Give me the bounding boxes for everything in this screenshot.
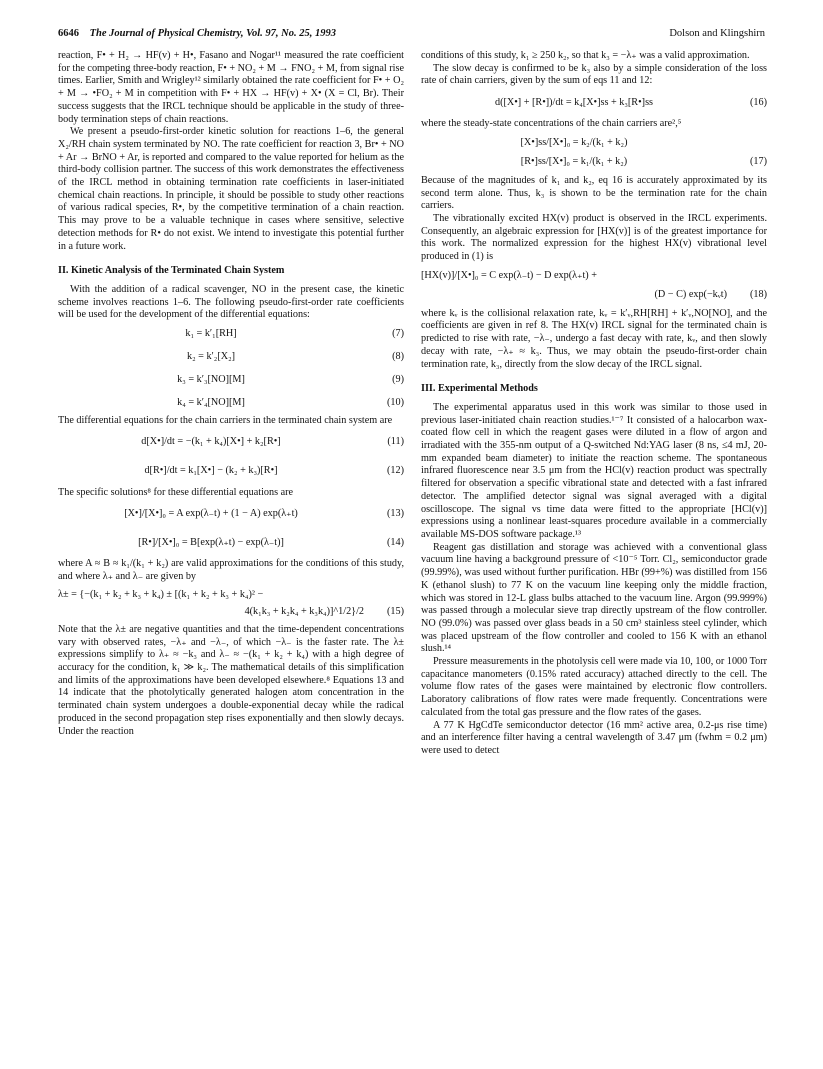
running-header — [58, 28, 765, 44]
equation-line — [58, 587, 404, 604]
paragraph: With the addition of a radical scavenger, NO in the present case, the kinetic scheme involves reactions 1–6. The following pseudo-first-order rate coefficients will be used for the development of the differential equations: — [58, 283, 404, 321]
equation-14 — [58, 529, 404, 557]
equation-number: (16) — [750, 96, 767, 108]
paragraph: The experimental apparatus used in this work was similar to those used in previous laser-initiated chain reaction studies.¹⁻⁷ It consisted of a halocarbon wax-coated flow cell in which the reagent gases were diluted in a flow of argon and irradiated with the 355-nm output of a Q-switched Nd:YAG laser (8 ns, ≤4 mJ, 20-mm expanded beam diameter) to initiate the reaction scheme. The spontaneous infrared fluorescence near 3.5 μm from the HCl(v) reaction product was spectrally filtered for observation a specific vibrational state and detected with a fast infrared detector. The amplified detector signal was signal averaged with a digital oscilloscope. The signal vs time data were fitted to the appropriate [HCl(v)] expressions using a nonlinear least-squares procedure available in a commercially available MS-DOS software package.¹³ — [421, 401, 767, 540]
section-heading: III. Experimental Methods — [421, 383, 538, 395]
equation-number: (15) — [387, 606, 404, 618]
paragraph: where the steady-state concentrations of the chain carriers are²,⁵ — [421, 118, 682, 130]
equation-text: d[X•]/dt = −(k₁ + k₄)[X•] + k₂[R•] — [141, 436, 281, 448]
equation-13 — [58, 500, 404, 528]
equation-number: (9) — [392, 373, 404, 385]
equation-text: k₄ = k′₄[NO][M] — [177, 396, 245, 408]
equation-number: (12) — [387, 465, 404, 477]
paragraph: Because of the magnitudes of k₁ and k₂, eq 16 is accurately approximated by its second term alone. Thus, k₃ is shown to be the termination rate for the chain carriers. — [421, 174, 767, 212]
equation-17 — [421, 134, 767, 172]
equation-text: d[R•]/dt = k₁[X•] − (k₂ + k₃)[R•] — [144, 465, 278, 477]
equation-12 — [58, 458, 404, 486]
equation-text: λ± = {−(k₁ + k₂ + k₃ + k₄) ± [(k₁ + k₂ + k₃ + k₄)² − — [58, 589, 264, 601]
equation-7 — [58, 323, 404, 345]
equation-number: (13) — [387, 508, 404, 520]
equation-11 — [58, 429, 404, 457]
equation-number: (10) — [387, 396, 404, 408]
paragraph: reaction, F• + H₂ → HF(v) + H•, Fasano and Nogar¹¹ measured the rate coefficient for the competing three-body reaction, F• + NO₂ + M → FNO₂ + M, from signal rise times. Earlier, Smith and Wrigley¹² similarly obtained the rate coefficient for F• + O₂ + M → •FO₂ + M in competition with F• + HX → HF(v) + X• (X = Cl, Br). Their success suggests that the IRCL technique should be applicable in the study of three-body termination steps of chain reactions. — [58, 50, 404, 125]
equation-text: [R•]/[X•]₀ = B[exp(λ₊t) − exp(λ₋t)] — [138, 537, 284, 549]
paragraph: The vibrationally excited HX(v) product is observed in the IRCL experiments. Consequently, an algebraic expression for [HX(v)] is of the greatest importance for this work. The normalized expression for the highest HX(v) vibrational level produced in (1) is — [421, 212, 767, 263]
equation-8 — [58, 346, 404, 368]
equation-line — [58, 604, 404, 621]
equation-line — [421, 286, 767, 305]
paragraph: The specific solutions⁸ for these differential equations are — [58, 486, 294, 498]
paragraph: Pressure measurements in the photolysis cell were made via 10, 100, or 1000 Torr capacitance manometers (0.15% rated accuracy) attached directly to the cell. The volume flow rates of the gases were maintained by electronic flow controllers. Laboratory calibrations of flow rates were made frequently. Concentrations were calculated from the total gas pressure and the flow rates of the gases. — [421, 656, 767, 718]
equation-15 — [58, 587, 404, 621]
header-left — [58, 28, 336, 44]
equation-number: (17) — [750, 155, 767, 167]
paragraph: where kᵥ is the collisional relaxation rate, kᵥ = k′ᵥ,RH[RH] + k′ᵥ,NO[NO], and the coefficients are given in ref 8. The HX(v) IRCL signal for the terminated chain is predicted to rise with rate, −λ₋, undergo a fast decay with rate, kᵥ, and then slowly decay with rate, −λ₊ ≈ k₃. Thus, we may obtain the pseudo-first-order chain termination rate, k₃, directly from the slow decay of the IRCL signal. — [421, 307, 767, 370]
equation-text: [X•]/[X•]₀ = A exp(λ₋t) + (1 − A) exp(λ₊t) — [124, 508, 298, 520]
equation-number: (8) — [392, 350, 404, 362]
equation-text: [R•]ss/[X•]₀ = k₁/(k₁ + k₂) — [520, 155, 628, 167]
paragraph: Note that the λ± are negative quantities and that the time-dependent concentrations vary with observed rates, −λ₊ and −λ₋, of which −λ₋ is the faster rate. The λ± expressions simplify to λ₊ ≈ −k₃ and λ₋ ≈ −(k₁ + k₂ + k₄) with a high degree of accuracy for the condition, k₁ ≫ k₂. The mathematical details of this simplification and limits of the approximations have been developed elsewhere.⁸ Equations 13 and 14 indicate that the photolytically generated halogen atom concentration in the terminated chain system undergoes a double-exponential decay while the radical produced in the second propagation step rises exponentially and then slowly decays. Under the reaction — [58, 623, 404, 737]
equation-text: [X•]ss/[X•]₀ = k₂/(k₁ + k₂) — [520, 136, 628, 148]
section-heading: II. Kinetic Analysis of the Terminated Chain System — [58, 265, 285, 277]
page-number: 6646 — [58, 28, 79, 39]
equation-text: d([X•] + [R•])/dt = k₄[X•]ss + k₃[R•]ss — [494, 96, 653, 108]
equation-number: (7) — [392, 327, 404, 339]
equation-16 — [421, 89, 767, 117]
equation-text: 4(k₁k₃ + k₂k₄ + k₃k₄)]^1/2}/2 — [244, 606, 364, 618]
paragraph: The slow decay is confirmed to be k₃ also by a simple consideration of the loss rate of chain carriers, given by the sum of eqs 11 and 12: — [421, 62, 767, 87]
paragraph: The differential equations for the chain carriers in the terminated chain system are — [58, 415, 393, 427]
equation-text: [HX(v)]/[X•]₀ = C exp(λ₋t) − D exp(λ₊t) + — [421, 269, 597, 281]
equation-line — [421, 153, 767, 172]
header-authors: Dolson and Klingshirn — [669, 28, 765, 39]
equation-text: k₃ = k′₃[NO][M] — [177, 373, 245, 385]
equation-text: (D − C) exp(−kᵥt) — [654, 288, 727, 300]
journal-citation: The Journal of Physical Chemistry, Vol. 97, No. 25, 1993 — [89, 28, 337, 39]
equation-line — [421, 267, 767, 286]
equation-line — [421, 134, 767, 153]
paragraph: where A ≈ B ≈ k₁/(k₁ + k₂) are valid approximations for the conditions of this study, and where λ₊ and λ₋ are given by — [58, 558, 404, 583]
equation-9 — [58, 369, 404, 391]
equation-text: k₁ = k′₁[RH] — [185, 327, 237, 339]
equation-10 — [58, 392, 404, 414]
left-column — [58, 50, 404, 738]
equation-number: (18) — [750, 288, 767, 300]
paragraph: A 77 K HgCdTe semiconductor detector (16 mm² active area, 0.2-μs rise time) and an interference filter having a central wavelength of 3.47 μm (fwhm = 0.2 μm) were used to detect — [421, 719, 767, 756]
paragraph: conditions of this study, k₁ ≥ 250 k₂, so that k₃ = −λ₊ was a valid approximation. — [421, 50, 750, 61]
paragraph: Reagent gas distillation and storage was achieved with a conventional glass vacuum line having a background pressure of <10⁻⁵ Torr. Cl₂, semiconductor grade (99.99%), was used without further purification. HBr (99+%) was distilled from 156 K (ethanol slush) to 77 K on the vacuum line keeping only the middle fraction, which was stored in 12-L glass bulbs attached to the vacuum line. Argon (99.999%) was passed through a molecular sieve trap directly upstream of the flow controller. NO (99.0%) was passed over glass beads in a 50 cm³ stainless steel cylinder, which was placed upstream of the flow controller and cooled to 156 K with an ethanol slush.¹⁴ — [421, 541, 767, 655]
equation-18 — [421, 267, 767, 305]
paragraph: We present a pseudo-first-order kinetic solution for reactions 1–6, the general X₂/RH chain system terminated by NO. The rate coefficient for reaction 3, Br• + NO + Ar → BrNO + Ar, is reported and compared to the value reported for helium as the third-body collision partner. The success of this work demonstrates the effectiveness of the IRCL method in obtaining termination rate coefficients in laser-initiated chemical chain reactions. In principle, it should be possible to study other reactions of various radical species, R•, by the competitive termination of a chain reaction. This may prove to be a valuable technique in cases where sensitive, selective detection methods for R• do not exist. We intend to investigate this potential further in a future work. — [58, 126, 404, 252]
equation-text: k₂ = k′₂[X₂] — [186, 350, 236, 362]
right-column — [421, 50, 767, 758]
equation-number: (11) — [387, 436, 404, 448]
equation-number: (14) — [387, 537, 404, 549]
